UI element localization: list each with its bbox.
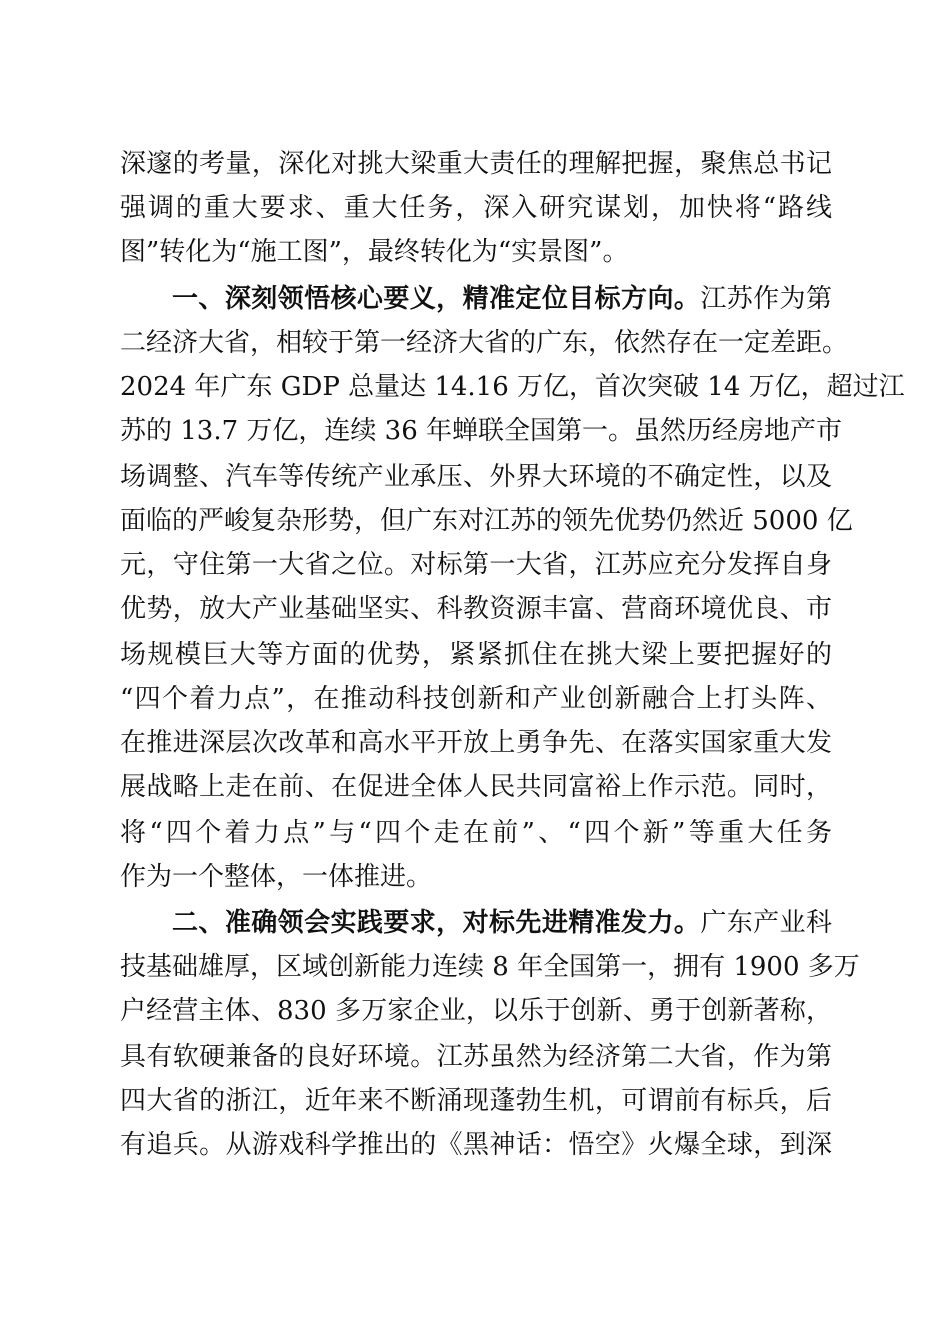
body-line: 四大省的浙江，近年来不断涌现蓬勃生机，可谓前有标兵，后 bbox=[120, 1086, 832, 1116]
body-line: 作为一个整体，一体推进。 bbox=[120, 862, 433, 892]
body-line: 具有软硬兼备的良好环境。江苏虽然为经济第二大省，作为第 bbox=[120, 1042, 832, 1072]
body-line: “四个着力点”，在推动科技创新和产业创新融合上打头阵、 bbox=[120, 684, 832, 714]
body-line: 户经营主体、830 多万家企业，以乐于创新、勇于创新著称， bbox=[120, 996, 832, 1026]
body-line: 将“四个着力点”与“四个走在前”、“四个新”等重大任务 bbox=[120, 818, 832, 848]
body-line: 强调的重大要求、重大任务，深入研究谋划，加快将“路线 bbox=[120, 193, 832, 223]
body-line: 场调整、汽车等传统产业承压、外界大环境的不确定性，以及 bbox=[120, 462, 832, 492]
body-line: 深邃的考量，深化对挑大梁重大责任的理解把握，聚焦总书记 bbox=[120, 149, 832, 179]
body-line: 展战略上走在前、在促进全体人民共同富裕上作示范。同时， bbox=[120, 772, 832, 802]
section-one-tail: 江苏作为第 bbox=[700, 284, 832, 314]
body-line: 场规模巨大等方面的优势，紧紧抓住在挑大梁上要把握好的 bbox=[120, 640, 832, 670]
section-two-tail: 广东产业科 bbox=[700, 908, 832, 938]
body-line: 二经济大省，相较于第一经济大省的广东，依然存在一定差距。 bbox=[120, 328, 849, 358]
section-two-first-line bbox=[172, 905, 832, 941]
section-one-first-line bbox=[172, 281, 832, 317]
body-line: 在推进深层次改革和高水平开放上勇争先、在落实国家重大发 bbox=[120, 728, 832, 758]
body-line: 优势，放大产业基础坚实、科教资源丰富、营商环境优良、市 bbox=[120, 594, 832, 624]
section-two-heading: 二、准确领会实践要求，对标先进精准发力。 bbox=[172, 908, 701, 938]
body-line: 图”转化为“施工图”，最终转化为“实景图”。 bbox=[120, 237, 629, 267]
body-line: 苏的 13.7 万亿，连续 36 年蝉联全国第一。虽然历经房地产市 bbox=[120, 416, 843, 446]
section-one-heading: 一、深刻领悟核心要义，精准定位目标方向。 bbox=[172, 284, 701, 314]
body-line: 2024 年广东 GDP 总量达 14.16 万亿，首次突破 14 万亿，超过江 bbox=[120, 372, 905, 402]
body-line: 面临的严峻复杂形势，但广东对江苏的领先优势仍然近 5000 亿 bbox=[120, 506, 853, 536]
body-line: 技基础雄厚，区域创新能力连续 8 年全国第一，拥有 1900 多万 bbox=[120, 952, 860, 982]
body-line: 元，守住第一大省之位。对标第一大省，江苏应充分发挥自身 bbox=[120, 550, 832, 580]
body-line: 有追兵。从游戏科学推出的《黑神话：悟空》火爆全球，到深 bbox=[120, 1130, 832, 1160]
